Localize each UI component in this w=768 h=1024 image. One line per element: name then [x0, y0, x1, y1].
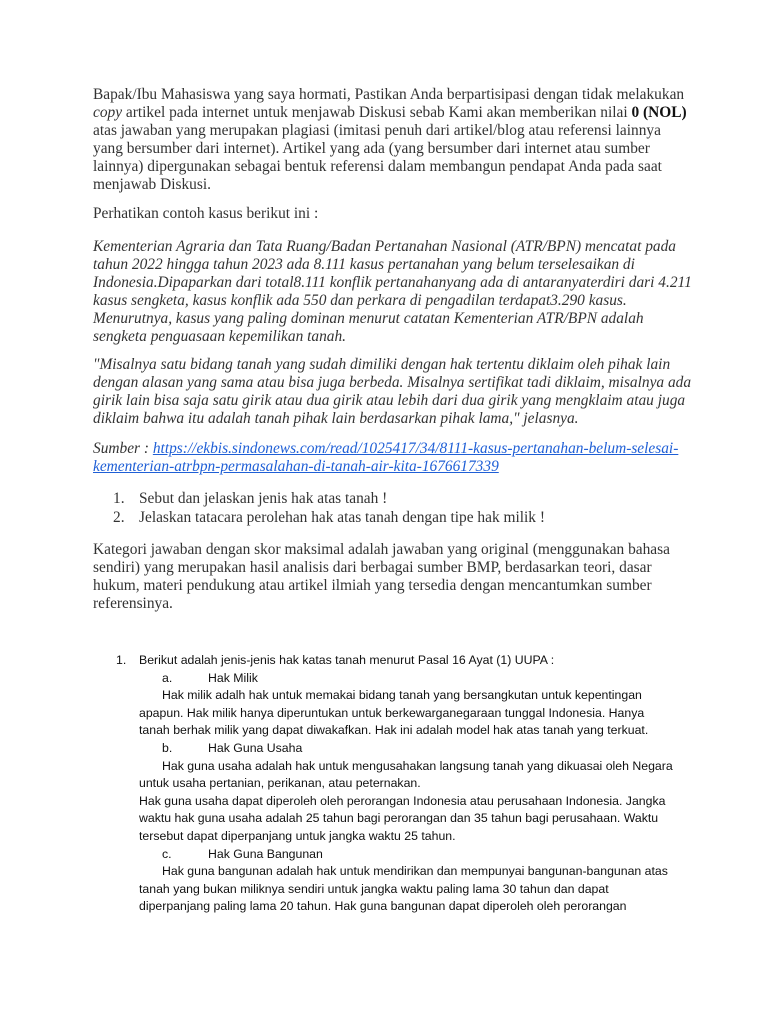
- question-item: [93, 490, 693, 509]
- question-list: [93, 490, 693, 528]
- answer-number: 1.: [116, 653, 127, 667]
- source-link[interactable]: https://ekbis.sindonews.com/read/1025417/34/8111-kasus-pertanahan-belum-selesai-kementerian-atrbpn-permasalahan-di-tanah-air-kita-1676617339: [93, 440, 679, 475]
- item-paragraph: Hak guna bangunan adalah hak untuk mendirikan dan mempunyai bangunan-bangunan atas tanah yang bukan miliknya sendiri untuk jangka waktu paling lama 30 tahun dan dapat diperpanjang paling lama 20 tahun. Hak guna bangunan dapat diperoleh oleh perorangan: [139, 864, 668, 914]
- right-item-title: [139, 670, 676, 688]
- item-paragraph: Hak guna usaha adalah hak untuk mengusahakan langsung tanah yang dikuasai oleh Negara untuk usaha pertanian, perikanan, atau peternakan.: [139, 758, 673, 791]
- item-letter: a.: [162, 670, 173, 685]
- question-number: 1.: [113, 490, 125, 507]
- item-paragraph-2: Hak guna usaha dapat diperoleh oleh perorangan Indonesia atau perusahaan Indonesia. Jangka waktu hak guna usaha adalah 25 tahun bagi perorangan dan 35 tahun bagi perusahaan. Waktu tersebut dapat diperpanjang untuk jangka waktu 25 tahun.: [139, 793, 666, 843]
- item-paragraph: Hak milik adalh hak untuk memakai bidang tanah yang bersangkutan untuk kepentingan apapun. Hak milik hanya diperuntukan untuk berkewarganegaraan tunggal Indonesia. Hanya tanah berhak milik yang dapat diwakafkan. Hak ini adalah model hak atas tanah yang terkuat.: [139, 688, 649, 738]
- question-text: Sebut dan jelaskan jenis hak atas tanah !: [139, 490, 388, 507]
- case-paragraph-2: "Misalnya satu bidang tanah yang sudah dimiliki dengan hak tertentu diklaim oleh pihak lain dengan alasan yang sama atau bisa juga berbeda. Misalnya sertifikat tadi diklaim, misalnya ada girik lain bisa saja satu girik atau dua girik atau lebih dari dua girik yang mengklaim atau juga diklaim bahwa itu adalah tanah pihak lain berdasarkan pihak lama," jelasnya.: [93, 356, 692, 427]
- item-letter: b.: [162, 740, 173, 755]
- right-item-title: [139, 740, 676, 758]
- item-letter: c.: [162, 846, 172, 861]
- nol-bold: 0 (NOL): [631, 104, 687, 121]
- intro-text-3: atas jawaban yang merupakan plagiasi (imitasi penuh dari artikel/blog atau referensi lainnya yang bersumber dari internet). Artikel yang ada (yang bersumber dari internet atau sumber lainnya) dipergunakan sebagai bentuk referensi dalam membangun pendapat Anda pada saat menjawab Diskusi.: [93, 122, 662, 193]
- question-number: 2.: [113, 509, 125, 526]
- intro-text-2: artikel pada internet untuk menjawab Diskusi sebab Kami akan memberikan nilai: [122, 104, 632, 121]
- case-heading: Perhatikan contoh kasus berikut ini :: [93, 205, 319, 222]
- answer-body: [116, 670, 676, 916]
- answer-intro: Berikut adalah jenis-jenis hak katas tanah menurut Pasal 16 Ayat (1) UUPA :: [139, 653, 555, 667]
- question-text: Jelaskan tatacara perolehan hak atas tanah dengan tipe hak milik !: [139, 509, 545, 526]
- source-line: [93, 440, 693, 476]
- source-label: Sumber :: [93, 440, 153, 457]
- right-item-title: [139, 846, 676, 864]
- item-title: Hak Guna Usaha: [208, 740, 303, 755]
- answer-section: [116, 652, 676, 916]
- item-title: Hak Milik: [208, 670, 258, 685]
- copy-word: copy: [93, 104, 123, 121]
- criteria-paragraph: Kategori jawaban dengan skor maksimal adalah jawaban yang original (menggunakan bahasa sendiri) yang merupakan hasil analisis dari berbagai sumber BMP, berdasarkan teori, dasar hukum, materi pendukung atau artikel ilmiah yang tersedia dengan mencantumkan sumber referensinya.: [93, 541, 670, 612]
- intro-text-1: Bapak/Ibu Mahasiswa yang saya hormati, Pastikan Anda berpartisipasi dengan tidak melakukan: [93, 86, 685, 103]
- case-paragraph-1: Kementerian Agraria dan Tata Ruang/Badan Pertanahan Nasional (ATR/BPN) mencatat pada tahun 2022 hingga tahun 2023 ada 8.111 kasus pertanahan yang belum terselesaikan di Indonesia.Dipaparkan dari total8.111 konflik pertanahanyang ada di antaranyaterdiri dari 4.211 kasus sengketa, kasus konflik ada 550 dan perkara di pengadilan terdapat3.290 kasus. Menurutnya, kasus yang paling dominan menurut catatan Kementerian ATR/BPN adalah sengketa penguasaan kepemilikan tanah.: [93, 238, 692, 345]
- item-title: Hak Guna Bangunan: [208, 846, 323, 861]
- question-item: [93, 509, 693, 528]
- intro-paragraph: [93, 86, 693, 194]
- answer-heading: [116, 652, 676, 670]
